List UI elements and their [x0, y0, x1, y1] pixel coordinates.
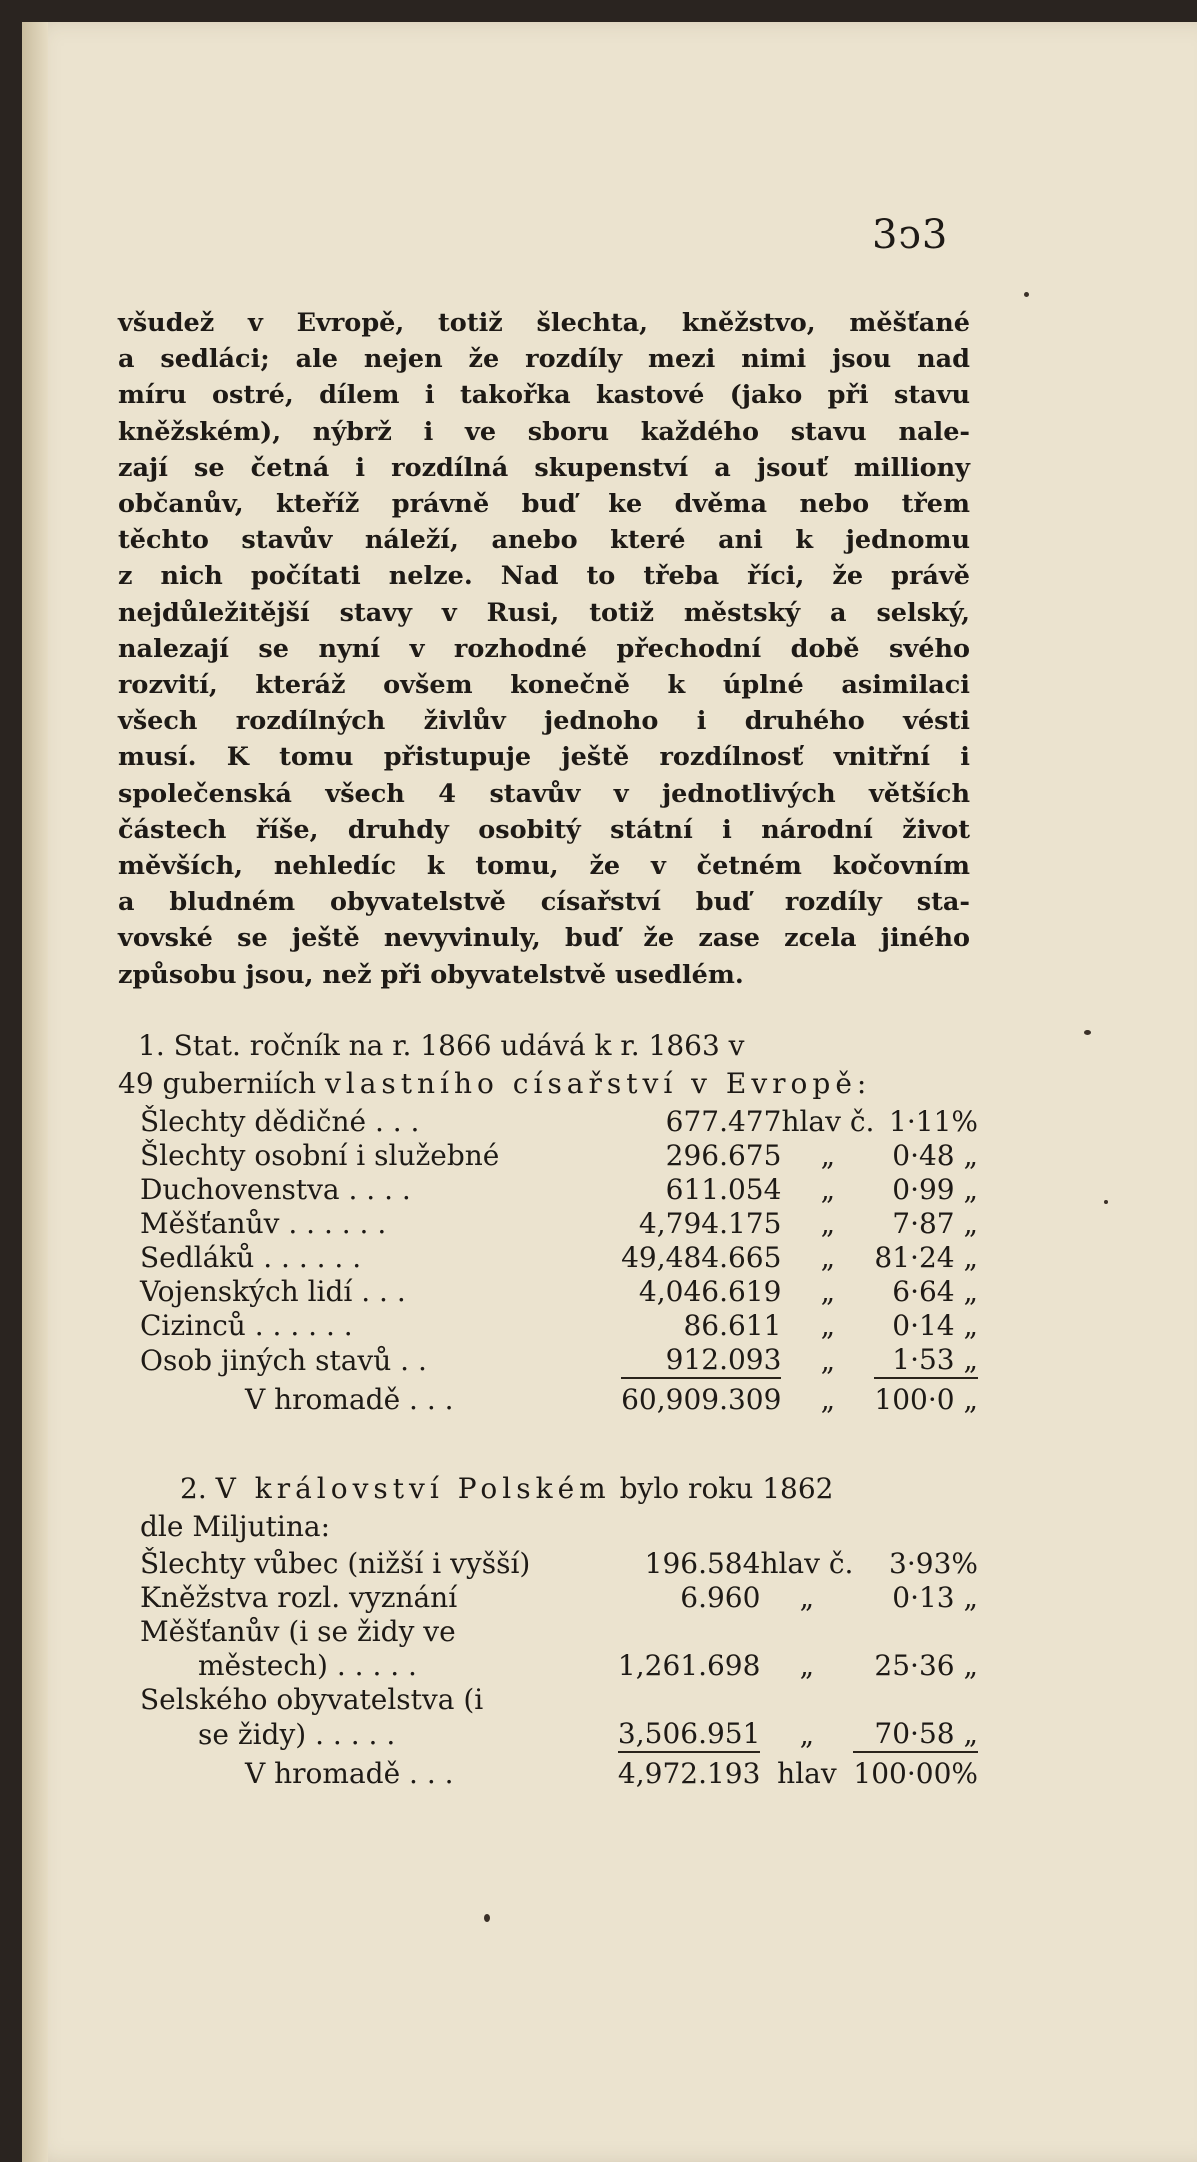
row-label: Cizinců . . . . . .: [140, 1309, 353, 1342]
paragraph-line: kněžském), nýbrž i ve sboru každého stavu nale-: [118, 416, 970, 447]
table-row: [140, 1309, 978, 1343]
ink-speck: [1084, 1030, 1091, 1035]
table-row: [140, 1615, 978, 1649]
paragraph-line: společenská všech 4 stavův v jednotlivých větších: [118, 778, 970, 809]
row-label: Šlechty dědičné . . .: [140, 1105, 420, 1138]
row-percent: 0·48 „: [892, 1139, 978, 1172]
table-row: [140, 1173, 978, 1207]
row-unit: [760, 1683, 853, 1717]
row-unit: „: [820, 1173, 836, 1206]
paragraph-line: z nich počítati nelze. Nad to třeba říci, že právě: [118, 561, 970, 592]
paragraph-line: těchto stavův náleží, anebo které ani k jednomu: [118, 525, 970, 556]
row-unit: hlav č.: [781, 1105, 875, 1138]
total-row: [140, 1752, 978, 1791]
book-page: [22, 22, 1197, 2162]
total-label: V hromadě . . .: [245, 1757, 454, 1790]
row-count: 4,794.175: [638, 1207, 782, 1240]
row-count: 296.675: [665, 1139, 782, 1172]
row-percent: 0·99 „: [892, 1173, 978, 1206]
row-count: 49,484.665: [621, 1241, 782, 1274]
total-unit: „: [820, 1383, 836, 1416]
row-unit: „: [799, 1649, 815, 1682]
row-unit: „: [820, 1241, 836, 1274]
page-gutter: [22, 22, 48, 2162]
paragraph-line: částech říše, druhdy osobitý státní i národní život: [118, 814, 970, 845]
row-label: se židy) . . . . .: [198, 1718, 396, 1751]
paragraph-line: způsobu jsou, než při obyvatelstvě usedlém.: [118, 959, 744, 990]
row-label: Selského obyvatelstva (i: [140, 1683, 484, 1716]
section-2-intro-line-2: dle Miljutina:: [140, 1510, 331, 1543]
row-count: 611.054: [665, 1173, 782, 1206]
row-unit: „: [820, 1207, 836, 1240]
ink-speck: [484, 1914, 490, 1922]
table-row: [140, 1139, 978, 1173]
row-count: 3,506.951: [617, 1717, 761, 1750]
row-unit: hlav č.: [760, 1547, 854, 1580]
row-label: Šlechty osobní i služebné: [140, 1139, 500, 1172]
row-label: Šlechty vůbec (nižší i vyšší): [140, 1547, 531, 1580]
page-number: 3ↄ3: [872, 212, 949, 258]
section-2-intro: [140, 1470, 974, 1546]
paragraph-line: a bludném obyvatelstvě císařství buď rozdíly sta-: [118, 887, 970, 918]
row-count: 196.584: [644, 1547, 761, 1580]
row-percent: 6·64 „: [892, 1275, 978, 1308]
paragraph-line: zají se četná i rozdílná skupenství a jsouť milliony: [118, 452, 970, 483]
total-count: 60,909.309: [621, 1378, 781, 1417]
total-percent: 100·0 „: [874, 1378, 978, 1417]
row-label: městech) . . . . .: [198, 1649, 417, 1682]
table-row: [140, 1581, 978, 1615]
paragraph-line: měvších, nehledíc k tomu, že v četném kočovním: [118, 851, 970, 882]
total-unit: hlav: [777, 1757, 837, 1790]
row-percent: 0·14 „: [892, 1309, 978, 1342]
paragraph-line: všudež v Evropě, totiž šlechta, kněžstvo, měšťané: [118, 308, 970, 338]
row-count: 6.960: [680, 1581, 761, 1614]
paragraph-line: míru ostré, dílem i takořka kastové (jako při stavu: [118, 380, 970, 411]
section-2-intro-line-1: 2. V království Polském bylo roku 1862: [180, 1472, 834, 1505]
section-1-intro: [118, 1027, 972, 1103]
row-percent: 25·36 „: [874, 1649, 978, 1682]
row-count: 4,046.619: [638, 1275, 782, 1308]
table-row: [140, 1683, 978, 1717]
estates-table-russia: [140, 1105, 978, 1417]
section-1-intro-line-1: 1. Stat. ročník na r. 1866 udává k r. 1863 v: [138, 1029, 745, 1062]
table-row: [140, 1547, 978, 1581]
row-unit: „: [820, 1309, 836, 1342]
paragraph-line: všech rozdílných živlův jednoho i druhého vésti: [118, 706, 970, 737]
table-row: [140, 1275, 978, 1309]
row-label: Duchovenstva . . . .: [140, 1173, 411, 1206]
row-count: [618, 1615, 761, 1649]
ink-speck: [1104, 1200, 1108, 1204]
paragraph-line: musí. K tomu přistupuje ještě rozdílnosť vnitřní i: [118, 742, 970, 773]
table-row: [140, 1105, 978, 1139]
section-1-intro-line-2: 49 guberniích vlastního císařství v Evropě:: [118, 1067, 872, 1100]
table-row: [140, 1207, 978, 1241]
row-percent: 0·13 „: [892, 1581, 978, 1614]
paragraph-line: rozvití, kteráž ovšem konečně k úplné asimilaci: [118, 670, 970, 701]
row-percent: 1·53 „: [892, 1343, 978, 1376]
row-unit: „: [820, 1139, 836, 1172]
row-label: Měšťanův (i se židy ve: [140, 1615, 456, 1648]
row-label: Vojenských lidí . . .: [140, 1275, 406, 1308]
row-unit: „: [799, 1581, 815, 1614]
row-count: 912.093: [665, 1343, 782, 1376]
total-percent: 100·00%: [853, 1752, 978, 1791]
paragraph-line: nejdůležitější stavy v Rusi, totiž městský a selský,: [118, 597, 970, 628]
row-percent: 3·93%: [889, 1547, 978, 1580]
paragraph-line: vovské se ještě nevyvinuly, buď že zase zcela jiného: [118, 923, 970, 954]
row-unit: „: [799, 1718, 815, 1751]
row-count: 1,261.698: [617, 1649, 761, 1682]
table-row: [140, 1717, 978, 1752]
row-unit: [760, 1615, 853, 1649]
table-row: [140, 1241, 978, 1275]
total-count: 4,972.193: [618, 1752, 761, 1791]
row-unit: „: [820, 1275, 836, 1308]
paragraph-line: nalezají se nyní v rozhodné přechodní době svého: [118, 633, 970, 664]
ink-speck: [1024, 292, 1029, 297]
row-label: Sedláků . . . . . .: [140, 1241, 362, 1274]
row-percent: 1·11%: [889, 1105, 978, 1138]
row-percent: 70·58 „: [874, 1717, 978, 1750]
row-label: Kněžstva rozl. vyznání: [140, 1581, 458, 1614]
total-label: V hromadě . . .: [245, 1383, 454, 1416]
row-label: Osob jiných stavů . .: [140, 1344, 427, 1377]
row-unit: „: [820, 1344, 836, 1377]
total-row: [140, 1378, 978, 1417]
row-percent: 7·87 „: [892, 1207, 978, 1240]
row-count: 677.477: [665, 1105, 782, 1138]
estates-table-poland: [140, 1547, 978, 1791]
table-row: [140, 1649, 978, 1683]
row-count: 86.611: [683, 1309, 782, 1342]
body-paragraph: [118, 305, 970, 993]
row-count: [618, 1683, 761, 1717]
paragraph-line: a sedláci; ale nejen že rozdíly mezi nimi jsou nad: [118, 344, 970, 375]
row-percent: [853, 1683, 978, 1717]
row-percent: 81·24 „: [874, 1241, 978, 1274]
paragraph-line: občanův, kteříž právně buď ke dvěma nebo třem: [118, 489, 970, 520]
row-percent: [853, 1615, 978, 1649]
row-label: Měšťanův . . . . . .: [140, 1207, 387, 1240]
table-row: [140, 1343, 978, 1378]
